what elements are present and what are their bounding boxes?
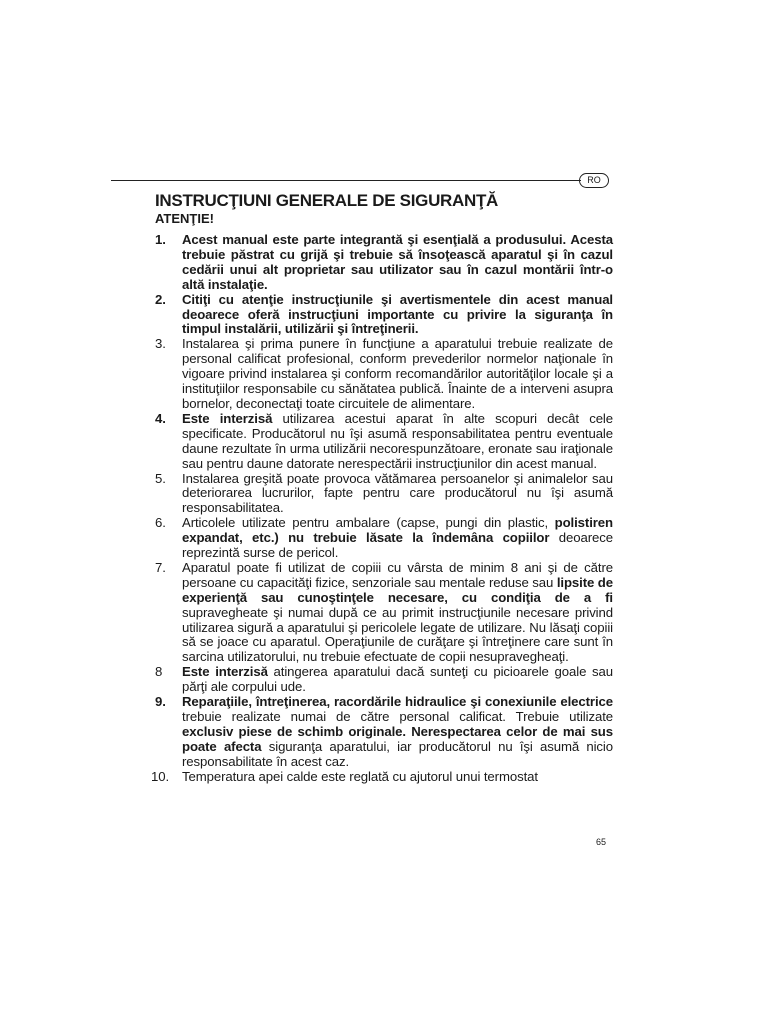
list-item-text: Este interzisă xyxy=(182,410,273,426)
list-item xyxy=(155,337,613,412)
list-item-text: trebuie realizate numai de către personal calificat. Trebuie utilizate xyxy=(182,709,613,724)
list-item-text: Instalarea şi prima punere în funcţiune a aparatului trebuie realizate de personal calificat profesional, conform prevederilor normelor naţionale în vigoare privind instalarea şi conform recomandărilor autorităţilor locale şi a instituţiilor responsabile cu sănătatea publică. Înainte de a interveni asupra bornelor, deconectaţi toate circuitele de alimentare. xyxy=(182,336,613,411)
list-item-text: Instalarea greşită poate provoca vătămarea persoanelor şi animalelor sau deteriorarea lucrurilor, fapte pentru care producătorul nu îşi asumă responsabilitatea. xyxy=(182,470,613,516)
list-item-number: 2. xyxy=(155,291,166,307)
list-item-text: supravegheate şi numai după ce au primit instrucţiunile necesare privind utilizarea sigură a aparatului şi pericolele legate de utilizare. Nu lăsaţi copiii să se joace cu aparatul. Operaţiunile de curăţare şi întreţinere care sunt în sarcina utilizatorului, nu trebuie efectuate de copii nesupravegheaţi. xyxy=(182,604,613,665)
list-item-text: lipsite de experienţă sau cunoştinţele necesare, cu condiţia de a fi xyxy=(182,574,613,605)
header-rule xyxy=(111,180,581,181)
list-item-text: deoarece reprezintă surse de pericol. xyxy=(182,530,613,561)
page-number: 65 xyxy=(596,837,607,847)
list-item xyxy=(151,768,613,785)
document-body xyxy=(151,191,614,785)
list-item xyxy=(155,516,613,561)
list-item-text: exclusiv piese de schimb originale. Nerespectarea celor de mai sus poate afecta xyxy=(182,723,613,754)
list-item-text: Articolele utilizate pentru ambalare (capse, pungi din plastic, xyxy=(182,515,555,531)
list-item-number: 3. xyxy=(155,336,166,352)
list-item xyxy=(155,293,613,338)
page-title: INSTRUCŢIUNI GENERALE DE SIGURANŢĂ xyxy=(155,191,499,210)
list-item-number: 4. xyxy=(155,410,166,426)
list-item-text: utilizarea acestui aparat în alte scopuri decât cele specificate. Producătorul nu îşi asumă responsabilitatea pentru eventuale daune rezultate în urma utilizării necorespunzătoare, eronate sau iraţionale sau pentru daune datorate nerespectării instrucţiunilor din acest manual. xyxy=(182,410,613,471)
list-item-text: Aparatul poate fi utilizat de copiii cu vârsta de minim 8 ani şi de către persoane cu capacităţi fizice, senzoriale sau mentale reduse sau xyxy=(182,559,613,590)
list-item-text: polistiren expandat, etc.) nu trebuie lăsate la îndemâna copiilor xyxy=(182,515,613,546)
language-badge: RO xyxy=(579,173,609,188)
list-item xyxy=(155,561,613,665)
list-item-text: Citiţi cu atenţie instrucţiunile şi avertismentele din acest manual deoarece oferă instrucţiuni importante cu privire la siguranţa în timpul instalării, utilizării şi întreţinerii. xyxy=(182,291,613,337)
list-item-number: 7. xyxy=(155,559,166,575)
list-item-number: 5. xyxy=(155,470,166,486)
list-item xyxy=(155,472,613,517)
list-item-text: atingerea aparatului dacă sunteţi cu picioarele goale sau părţi ale corpului ude. xyxy=(182,664,614,695)
list-item xyxy=(155,233,613,293)
list-item xyxy=(155,695,613,770)
list-item-number: 6. xyxy=(155,515,166,531)
list-item-text: Reparaţiile, întreţinerea, racordările hidraulice şi conexiunile electrice xyxy=(182,694,613,710)
list-item-text: Acest manual este parte integrantă şi esenţială a produsului. Acesta trebuie păstrat cu grijă şi trebuie să însoţească aparatul şi în cazul cedării unui alt proprietar sau utilizator sau în cazul montării într-o altă instalaţie. xyxy=(182,232,613,292)
list-item-number: 10. xyxy=(151,768,170,784)
list-item xyxy=(155,665,613,695)
list-item-text: Este interzisă xyxy=(182,664,268,680)
list-item-text: Temperatura apei calde este reglată cu ajutorul unui termostat xyxy=(182,768,538,784)
safety-instructions-list xyxy=(151,232,614,785)
list-item-number: 1. xyxy=(155,232,166,247)
list-item xyxy=(155,412,613,472)
list-item-text: siguranţa aparatului, iar producătorul nu îşi asumă nicio responsabilitate în acest caz. xyxy=(182,738,613,769)
list-item-number: 9. xyxy=(155,694,166,710)
list-item-number: 8 xyxy=(155,664,163,680)
warning-heading: ATENŢIE! xyxy=(155,211,214,226)
